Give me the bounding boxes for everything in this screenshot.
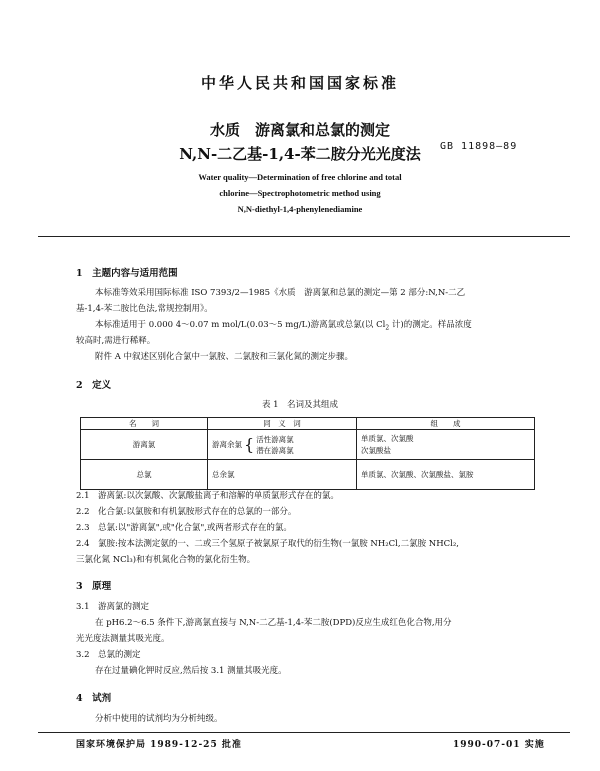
implementation-date: 1990-07-01 实施 (453, 740, 545, 750)
footer-divider (38, 732, 570, 733)
definition-2-3: 2.3 总氯:以"游离氯",或"化合氯",或两者形式存在的氯。 (76, 523, 292, 533)
composition-line-2: 次氯酸盐 (361, 445, 391, 455)
english-title-line-1: Water quality—Determination of free chlorine and total (198, 172, 402, 182)
table-row (81, 460, 535, 490)
table-cell-term: 游离氯 (81, 430, 208, 460)
brace-icon: { (244, 434, 255, 454)
table-caption: 表 1 名词及其组成 (261, 400, 339, 410)
section-1-para-1-line-1: 本标准等效采用国际标准 ISO 7393/2—1985《水质 游离氯和总氯的测定—第 2 部分:N,N-二乙 (95, 288, 466, 298)
section-3-heading: 3 原理 (76, 581, 112, 592)
table-header-cell: 同 义 词 (208, 418, 357, 430)
table-cell-composition (357, 430, 535, 460)
table-header-row (81, 418, 535, 430)
section-1-para-3: 附件 A 中叙述区别化合氯中一氯胺、二氯胺和三氯化氮的测定步骤。 (95, 352, 354, 362)
section-3-2-para: 存在过量碘化钾时反应,然后按 3.1 测量其吸光度。 (95, 666, 287, 676)
table-cell-synonym (208, 430, 357, 460)
table-cell-term: 总氯 (81, 460, 208, 490)
definition-2-1: 2.1 游离氯:以次氯酸、次氯酸盐离子和溶解的单质氯形式存在的氯。 (76, 491, 339, 501)
title-line-1: 水质 游离氯和总氯的测定 (209, 121, 390, 139)
table-cell-composition: 单质氯、次氯酸、次氯酸盐、氯胺 (357, 460, 535, 490)
composition-line-1: 单质氯、次氯酸 (361, 433, 414, 443)
section-4-para: 分析中使用的试剂均为分析纯级。 (95, 714, 223, 724)
definition-2-4-line-2: 三氯化氮 NCl₃)和有机氮化合物的氯化衍生物。 (76, 555, 256, 565)
section-3-1-para-line-2: 光光度法测量其吸光度。 (76, 634, 170, 644)
header-divider (38, 236, 570, 237)
section-4-heading: 4 试剂 (76, 693, 112, 704)
synonym-sub-1: 活性游离氯 (256, 434, 294, 444)
section-1-para-1-line-2: 基-1,4-苯二胺比色法,常规控制用》。 (76, 304, 213, 314)
synonym-sub-2: 潜在游离氯 (256, 445, 294, 455)
definitions-table (80, 417, 535, 490)
section-1-para-2-line-2: 较高时,需进行稀释。 (76, 336, 156, 346)
table-row (81, 430, 535, 460)
english-title-line-3: N,N-diethyl-1,4-phenylenediamine (237, 204, 363, 214)
section-2-heading: 2 定义 (76, 380, 112, 391)
synonym-main: 游离余氯 (212, 440, 242, 449)
definition-2-2: 2.2 化合氯:以氯胺和有机氯胺形式存在的总氯的一部分。 (76, 507, 297, 517)
table-header-cell: 组 成 (357, 418, 535, 430)
table-header-cell: 名 词 (81, 418, 208, 430)
section-1-heading: 1 主题内容与适用范围 (76, 268, 178, 279)
english-title-line-2: chlorine—Spectrophotometric method using (219, 188, 381, 198)
section-3-1-heading: 3.1 游离氯的测定 (76, 602, 150, 612)
title-line-2: N,N-二乙基-1,4-苯二胺分光光度法 (179, 145, 421, 163)
approval-date: 国家环境保护局 1989-12-25 批准 (76, 740, 242, 750)
definition-2-4-line-1: 2.4 氯胺:按本法测定氨的一、二或三个氢原子被氯原子取代的衍生物(一氯胺 NH₂Cl,二氯胺 NHCl₂, (76, 539, 459, 549)
table-cell-synonym: 总余氯 (208, 460, 357, 490)
section-3-1-para-line-1: 在 pH6.2～6.5 条件下,游离氯直接与 N,N-二乙基-1,4-苯二胺(DPD)反应生成红色化合物,用分 (95, 618, 452, 628)
standard-code: GB 11898—89 (440, 141, 518, 152)
standard-name: 中华人民共和国国家标准 (200, 74, 399, 92)
section-3-2-heading: 3.2 总氯的测定 (76, 650, 141, 660)
section-1-para-2-line-1: 本标准适用于 0.000 4～0.07 m mol/L(0.03～5 mg/L)游离氯或总氯(以 $Cl_2$ 计)的测定。样品浓度 (95, 320, 472, 332)
